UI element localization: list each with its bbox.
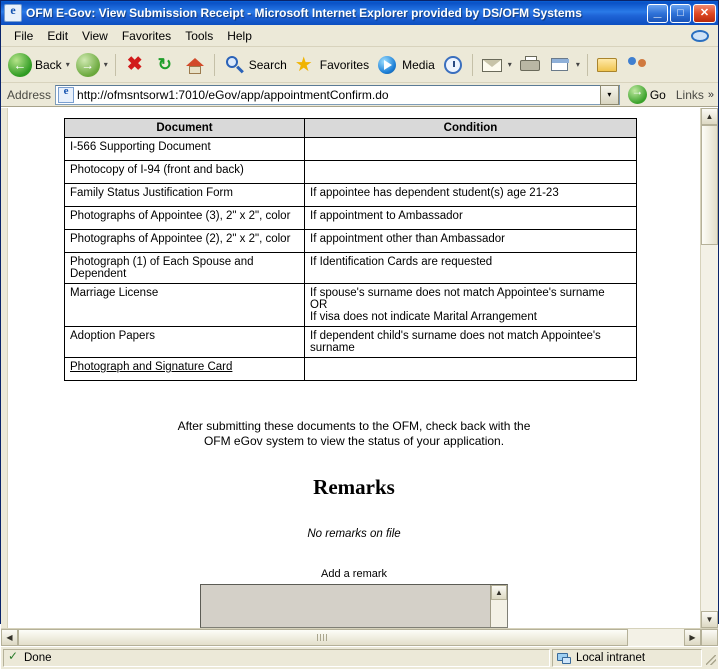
column-header-condition: Condition: [305, 119, 637, 138]
security-zone-cell[interactable]: [552, 649, 702, 667]
minimize-button[interactable]: [647, 4, 668, 23]
remark-scrollbar[interactable]: [490, 585, 507, 627]
mail-icon: [480, 53, 504, 77]
toolbar-separator: [115, 54, 116, 76]
submission-note: [8, 419, 700, 449]
mail-dropdown-icon[interactable]: ▾: [507, 60, 512, 69]
go-label: Go: [649, 87, 666, 102]
edit-page-icon: [548, 53, 572, 77]
links-overflow-icon[interactable]: »: [707, 88, 714, 101]
go-arrow-icon: [628, 85, 647, 104]
table-row: [65, 161, 637, 184]
cell-document: Adoption Papers: [65, 327, 305, 358]
home-button[interactable]: [180, 50, 210, 80]
browser-toolbar: [1, 47, 718, 83]
cell-condition: If Identification Cards are requested: [305, 253, 637, 284]
cell-document: Photographs of Appointee (2), 2" x 2", color: [65, 230, 305, 253]
menu-item-tools[interactable]: Tools: [185, 28, 214, 43]
clock-icon: [441, 53, 465, 77]
condition-line: OR: [310, 299, 328, 311]
people-icon: [625, 53, 649, 77]
back-button[interactable]: [5, 50, 73, 80]
cell-condition: [305, 358, 637, 381]
stop-icon: ✖: [126, 53, 143, 75]
edit-dropdown-icon[interactable]: ▾: [575, 60, 580, 69]
toolbar-separator: [587, 54, 588, 76]
table-row: [65, 207, 637, 230]
scroll-down-icon[interactable]: ▼: [701, 611, 718, 628]
close-button[interactable]: [693, 4, 716, 23]
cell-condition: [305, 161, 637, 184]
menu-item-view[interactable]: View: [82, 28, 108, 43]
submission-note-line1: After submitting these documents to the OFM, check back with the: [177, 419, 531, 433]
title-bar: [1, 1, 718, 25]
favorites-label: Favorites: [319, 57, 370, 72]
maximize-icon: □: [677, 6, 684, 19]
done-check-icon: [8, 652, 20, 664]
back-arrow-icon: ←: [8, 53, 32, 77]
browser-logo-icon: [690, 27, 710, 45]
mail-button[interactable]: [477, 50, 515, 80]
page-left-margin: [1, 108, 8, 628]
page-horizontal-scrollbar[interactable]: [1, 628, 718, 646]
cell-document: Marriage License: [65, 284, 305, 327]
remarks-heading: Remarks: [313, 475, 395, 499]
table-row: [65, 327, 637, 358]
condition-line: If spouse's surname does not match Appointee's surname: [310, 287, 605, 299]
printer-icon: [518, 53, 542, 77]
refresh-icon: ↻: [157, 54, 172, 74]
search-label: Search: [248, 57, 287, 72]
scroll-up-icon[interactable]: ▲: [701, 108, 718, 125]
submission-note-line2: OFM eGov system to view the status of your application.: [203, 434, 505, 448]
refresh-button[interactable]: [150, 50, 180, 80]
cell-document: I-566 Supporting Document: [65, 138, 305, 161]
cell-document: Family Status Justification Form: [65, 184, 305, 207]
cell-condition: If appointment other than Ambassador: [305, 230, 637, 253]
column-header-document: Document: [65, 119, 305, 138]
media-label: Media: [402, 57, 435, 72]
documents-table: [64, 118, 637, 381]
menu-item-edit[interactable]: Edit: [47, 28, 69, 43]
document-body: [8, 108, 700, 628]
scroll-left-icon[interactable]: ◀: [1, 629, 18, 646]
remark-scroll-track[interactable]: [491, 600, 507, 627]
zone-text: Local intranet: [576, 652, 646, 664]
cell-condition: If dependent child's surname does not match Appointee's surname: [305, 327, 637, 358]
toolbar-separator: [214, 54, 215, 76]
table-header-row: [65, 119, 637, 138]
horizontal-scroll-track[interactable]: [18, 629, 684, 646]
scrollbar-corner: [701, 629, 718, 646]
messenger-button[interactable]: [622, 50, 652, 80]
forward-dropdown-icon[interactable]: ▾: [103, 60, 108, 69]
star-icon: ★: [294, 53, 313, 76]
network-icon: [557, 652, 572, 665]
vertical-scroll-thumb[interactable]: [701, 125, 718, 245]
home-icon: [183, 53, 207, 77]
table-row: [65, 138, 637, 161]
links-label[interactable]: Links: [675, 87, 704, 102]
minimize-icon: _: [653, 2, 662, 19]
cell-condition: If appointment to Ambassador: [305, 207, 637, 230]
vertical-scroll-track[interactable]: [701, 125, 718, 611]
go-button[interactable]: [624, 85, 670, 104]
favorites-button[interactable]: [290, 50, 372, 80]
page-vertical-scrollbar[interactable]: [700, 108, 718, 628]
page-area: [1, 107, 718, 628]
window-controls: [647, 4, 716, 23]
add-remark-field-wrap: [200, 584, 508, 628]
forward-button[interactable]: [73, 50, 111, 80]
menu-item-favorites[interactable]: Favorites: [121, 28, 172, 43]
menu-bar: [1, 25, 718, 47]
back-dropdown-icon[interactable]: ▾: [65, 60, 70, 69]
window-title: OFM E-Gov: View Submission Receipt - Microsoft Internet Explorer provided by DS/OFM Systems: [26, 6, 582, 20]
address-input[interactable]: [55, 85, 620, 105]
folder-button[interactable]: [592, 50, 622, 80]
status-message-cell: [3, 649, 550, 667]
table-row: [65, 358, 637, 381]
add-remark-textarea[interactable]: [200, 584, 508, 628]
add-remark-label: Add a remark: [320, 568, 388, 580]
forward-arrow-icon: →: [76, 53, 100, 77]
search-icon: [222, 53, 246, 77]
page-icon: [58, 87, 74, 103]
cell-condition: If appointee has dependent student(s) age 21-23: [305, 184, 637, 207]
table-row: [65, 284, 637, 327]
menu-item-file[interactable]: File: [14, 28, 34, 43]
cell-document-link[interactable]: [65, 358, 305, 381]
condition-line: If visa does not indicate Marital Arrangement: [310, 311, 537, 323]
page-content: [8, 108, 700, 628]
cell-condition: [305, 284, 637, 327]
toolbar-separator: [472, 54, 473, 76]
table-row: [65, 184, 637, 207]
scroll-right-icon[interactable]: ▶: [684, 629, 701, 646]
address-url-text: http://ofmsntsorw1:7010/eGov/app/appointmentConfirm.do: [77, 87, 389, 102]
edit-button[interactable]: [545, 50, 583, 80]
table-row: [65, 253, 637, 284]
close-icon: ✕: [699, 6, 710, 19]
print-button[interactable]: [515, 50, 545, 80]
folder-icon: [595, 53, 619, 77]
stop-button[interactable]: [120, 50, 150, 80]
history-button[interactable]: [438, 50, 468, 80]
cell-document: Photographs of Appointee (3), 2" x 2", color: [65, 207, 305, 230]
ie-document-icon: [4, 4, 22, 22]
add-remark-text[interactable]: [201, 585, 490, 627]
horizontal-scroll-thumb[interactable]: [18, 629, 628, 646]
search-button[interactable]: [219, 50, 290, 80]
address-bar: [1, 83, 718, 107]
scroll-thumb-grip: [317, 634, 329, 641]
menu-item-help[interactable]: Help: [227, 28, 252, 43]
resize-grip[interactable]: [702, 649, 718, 667]
media-button[interactable]: [372, 50, 438, 80]
table-row: [65, 230, 637, 253]
status-bar: [1, 646, 718, 669]
address-dropdown-icon[interactable]: ▾: [600, 85, 619, 105]
back-label: Back: [35, 57, 62, 72]
cell-condition: [305, 138, 637, 161]
remark-scroll-up-icon[interactable]: ▲: [491, 585, 507, 600]
media-icon: [375, 53, 399, 77]
status-text: Done: [24, 652, 52, 664]
cell-document: Photocopy of I-94 (front and back): [65, 161, 305, 184]
maximize-button[interactable]: [670, 4, 691, 23]
no-remarks-text: No remarks on file: [307, 528, 401, 540]
address-label: Address: [7, 87, 52, 102]
photograph-signature-card-link[interactable]: Photograph and Signature Card: [70, 361, 233, 373]
cell-document: Photograph (1) of Each Spouse and Dependent: [65, 253, 305, 284]
